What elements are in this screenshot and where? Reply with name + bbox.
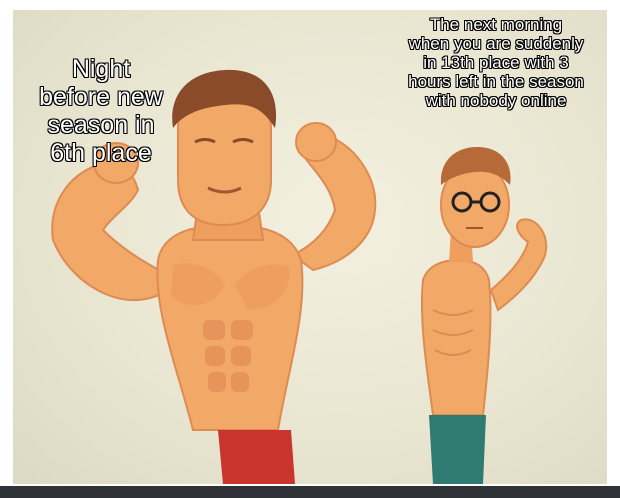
caption-left-line: 6th place <box>50 139 152 167</box>
caption-right <box>385 15 607 110</box>
caption-right-line: when you are suddenly <box>408 34 584 53</box>
skinny-man-illustration <box>422 147 546 484</box>
bottom-bar <box>0 486 620 498</box>
meme-image <box>13 10 607 484</box>
caption-left-line: Night <box>71 55 131 83</box>
caption-right-line: The next morning <box>429 15 563 34</box>
caption-left <box>21 55 181 167</box>
caption-left-line: season in <box>47 111 155 139</box>
caption-right-line: in 13th place with 3 <box>423 53 569 72</box>
caption-left-line: before new <box>39 83 163 111</box>
caption-right-line: with nobody online <box>425 91 567 110</box>
caption-right-line: hours left in the season <box>408 72 584 91</box>
